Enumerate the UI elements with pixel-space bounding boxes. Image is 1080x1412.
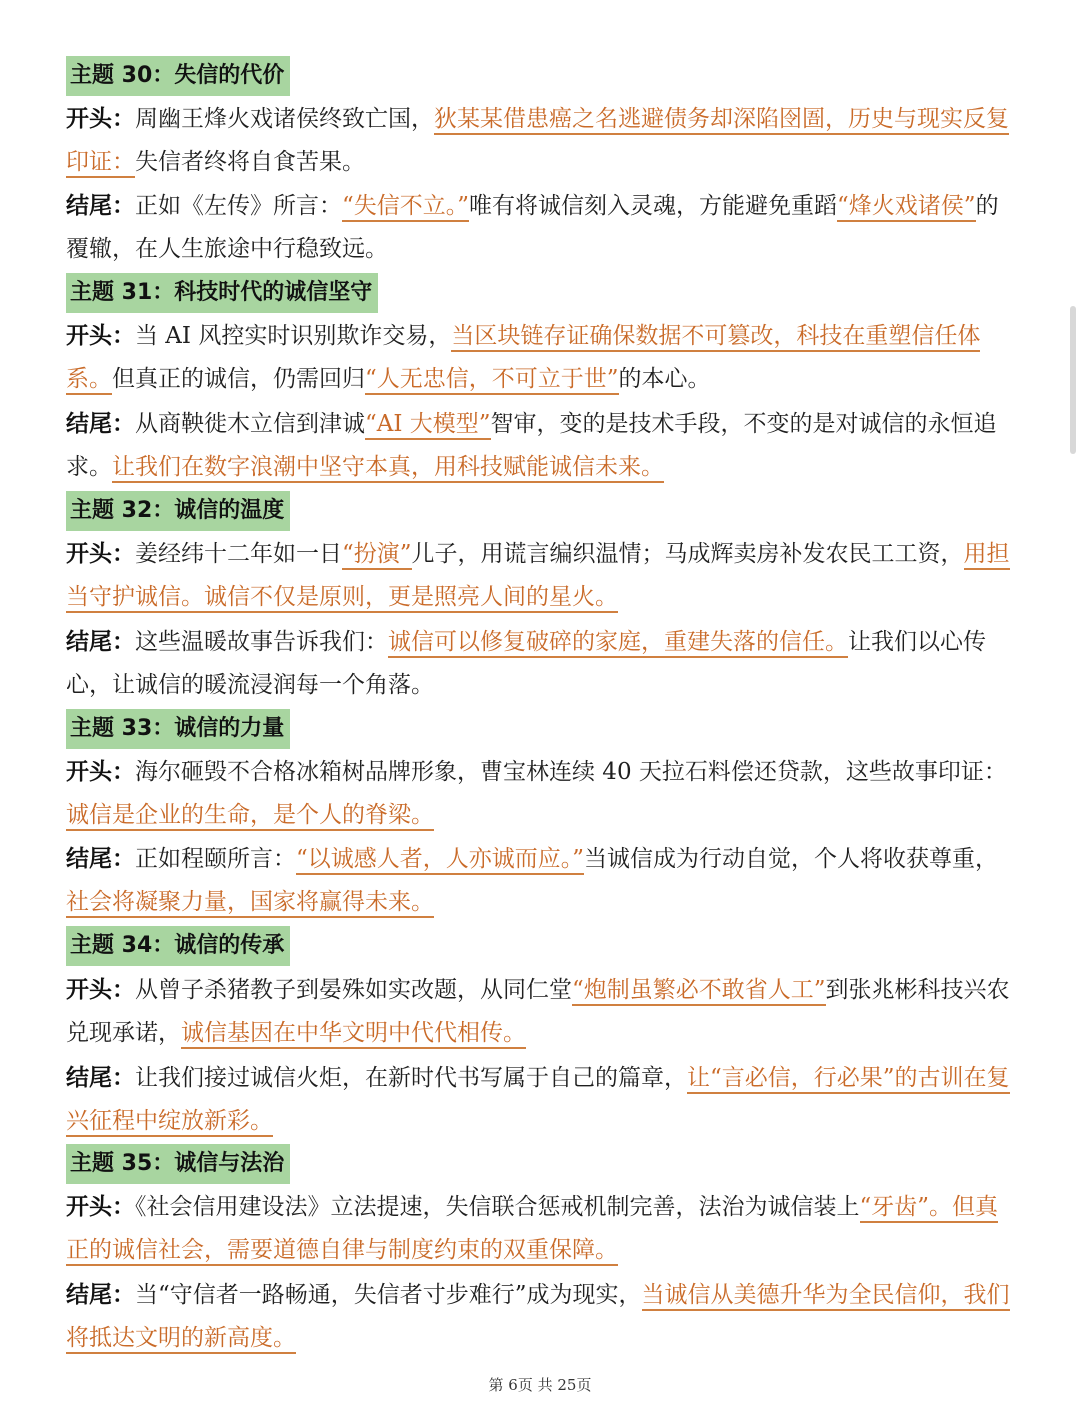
opening-label: 开头： — [66, 1194, 135, 1220]
body-text: 的本心。 — [618, 366, 711, 392]
topic-header — [66, 926, 290, 966]
topic-header — [66, 56, 290, 96]
body-text: 这些温暖故事告诉我们： — [135, 629, 388, 655]
ending-label: 结尾： — [66, 1065, 135, 1091]
highlighted-text: 用担当守护诚信。诚信不仅是原则，更是照亮人间的星火。 — [66, 541, 1010, 613]
highlighted-text: 狄某某借患癌之名逃避债务却深陷囹圄，历史与现实反复印证： — [66, 106, 1009, 178]
ending-paragraph — [66, 185, 1010, 271]
highlighted-text: “以诚感人者，人亦诚而应。” — [296, 846, 584, 875]
opening-paragraph — [66, 98, 1010, 184]
highlighted-text: 当诚信从美德升华为全民信仰，我们将抵达文明的新高度。 — [66, 1282, 1010, 1354]
topic-header — [66, 491, 290, 531]
page-number-footer: 第 6页 共 25页 — [488, 1376, 592, 1394]
opening-paragraph — [66, 533, 1010, 619]
scrollbar[interactable] — [1070, 306, 1076, 454]
ending-label: 结尾： — [66, 629, 135, 655]
topic-title: 主题 32：诚信的温度 — [66, 491, 290, 531]
highlighted-text: “牙齿”。但真正的诚信社会，需要道德自律与制度约束的双重保障。 — [66, 1194, 998, 1266]
topic-header — [66, 709, 290, 749]
highlighted-text: “烽火戏诸侯” — [837, 193, 976, 222]
body-text: 周幽王烽火戏诸侯终致亡国， — [135, 106, 434, 132]
ending-label: 结尾： — [66, 411, 135, 437]
body-text: 《社会信用建设法》立法提速，失信联合惩戒机制完善，法治为诚信装上 — [135, 1194, 860, 1220]
highlighted-text: 让我们在数字浪潮中坚守本真，用科技赋能诚信未来。 — [112, 454, 664, 483]
highlighted-text: 诚信是企业的生命，是个人的脊梁。 — [66, 802, 434, 831]
ending-label: 结尾： — [66, 193, 135, 219]
body-text: 当“守信者一路畅通，失信者寸步难行”成为现实， — [135, 1282, 642, 1308]
topic-header — [66, 273, 378, 313]
opening-label: 开头： — [66, 323, 135, 349]
highlighted-text: 诚信可以修复破碎的家庭，重建失落的信任。 — [388, 629, 848, 658]
topic-title: 主题 33：诚信的力量 — [66, 709, 290, 749]
body-text: 海尔砸毁不合格冰箱树品牌形象，曹宝林连续 40 天拉石料偿还贷款，这些故事印证： — [135, 759, 1007, 785]
body-text: 让我们接过诚信火炬，在新时代书写属于自己的篇章， — [135, 1065, 687, 1091]
topic-title: 主题 30：失信的代价 — [66, 56, 290, 96]
highlighted-text: 让“言必信，行必果”的古训在复兴征程中绽放新彩。 — [66, 1065, 1010, 1137]
body-text: 当诚信成为行动自觉，个人将收获尊重， — [584, 846, 999, 872]
highlighted-text: “失信不立。” — [342, 193, 469, 222]
body-text: 当 AI 风控实时识别欺诈交易， — [135, 323, 452, 349]
ending-paragraph — [66, 1057, 1010, 1143]
opening-label: 开头： — [66, 977, 135, 1003]
body-text: 的覆辙，在人生旅途中行稳致远。 — [66, 193, 999, 262]
body-text: 从商鞅徙木立信到津诚 — [135, 411, 365, 437]
topic-title: 主题 35：诚信与法治 — [66, 1144, 290, 1184]
ending-paragraph — [66, 621, 1010, 707]
ending-label: 结尾： — [66, 846, 135, 872]
opening-label: 开头： — [66, 759, 135, 785]
ending-paragraph — [66, 1274, 1010, 1360]
body-text: 正如《左传》所言： — [135, 193, 342, 219]
ending-paragraph — [66, 838, 1010, 924]
body-text: 儿子，用谎言编织温情；马成辉卖房补发农民工工资， — [411, 541, 964, 567]
body-text: 姜经纬十二年如一日 — [135, 541, 342, 567]
opening-paragraph — [66, 751, 1010, 837]
highlighted-text: 诚信基因在中华文明中代代相传。 — [181, 1020, 526, 1049]
opening-paragraph — [66, 315, 1010, 401]
highlighted-text: “扮演” — [342, 541, 412, 570]
highlighted-text: “人无忠信，不可立于世” — [365, 366, 619, 395]
opening-label: 开头： — [66, 541, 135, 567]
highlighted-text: 当区块链存证确保数据不可篡改，科技在重塑信任体系。 — [66, 323, 980, 395]
body-text: 从曾子杀猪教子到晏殊如实改题，从同仁堂 — [135, 977, 572, 1003]
body-text: 失信者终将自食苦果。 — [135, 149, 365, 175]
highlighted-text: “炮制虽繁必不敢省人工” — [572, 977, 826, 1006]
body-text: 但真正的诚信，仍需回归 — [112, 366, 365, 392]
body-text: 让我们以心传心，让诚信的暖流浸润每一个角落。 — [66, 629, 986, 698]
topic-title: 主题 34：诚信的传承 — [66, 926, 290, 966]
topic-title: 主题 31：科技时代的诚信坚守 — [66, 273, 378, 313]
highlighted-text: “AI 大模型” — [365, 411, 491, 440]
body-text: 唯有将诚信刻入灵魂，方能避免重蹈 — [469, 193, 838, 219]
opening-paragraph — [66, 969, 1010, 1055]
body-text: 正如程颐所言： — [135, 846, 296, 872]
highlighted-text: 社会将凝聚力量，国家将赢得未来。 — [66, 889, 434, 918]
opening-paragraph — [66, 1186, 1010, 1272]
body-text: 到张兆彬科技兴农兑现承诺， — [66, 977, 1010, 1046]
ending-paragraph — [66, 403, 1010, 489]
ending-label: 结尾： — [66, 1282, 135, 1308]
topic-header — [66, 1144, 290, 1184]
body-text: 智审，变的是技术手段，不变的是对诚信的永恒追求。 — [66, 411, 997, 480]
opening-label: 开头： — [66, 106, 135, 132]
